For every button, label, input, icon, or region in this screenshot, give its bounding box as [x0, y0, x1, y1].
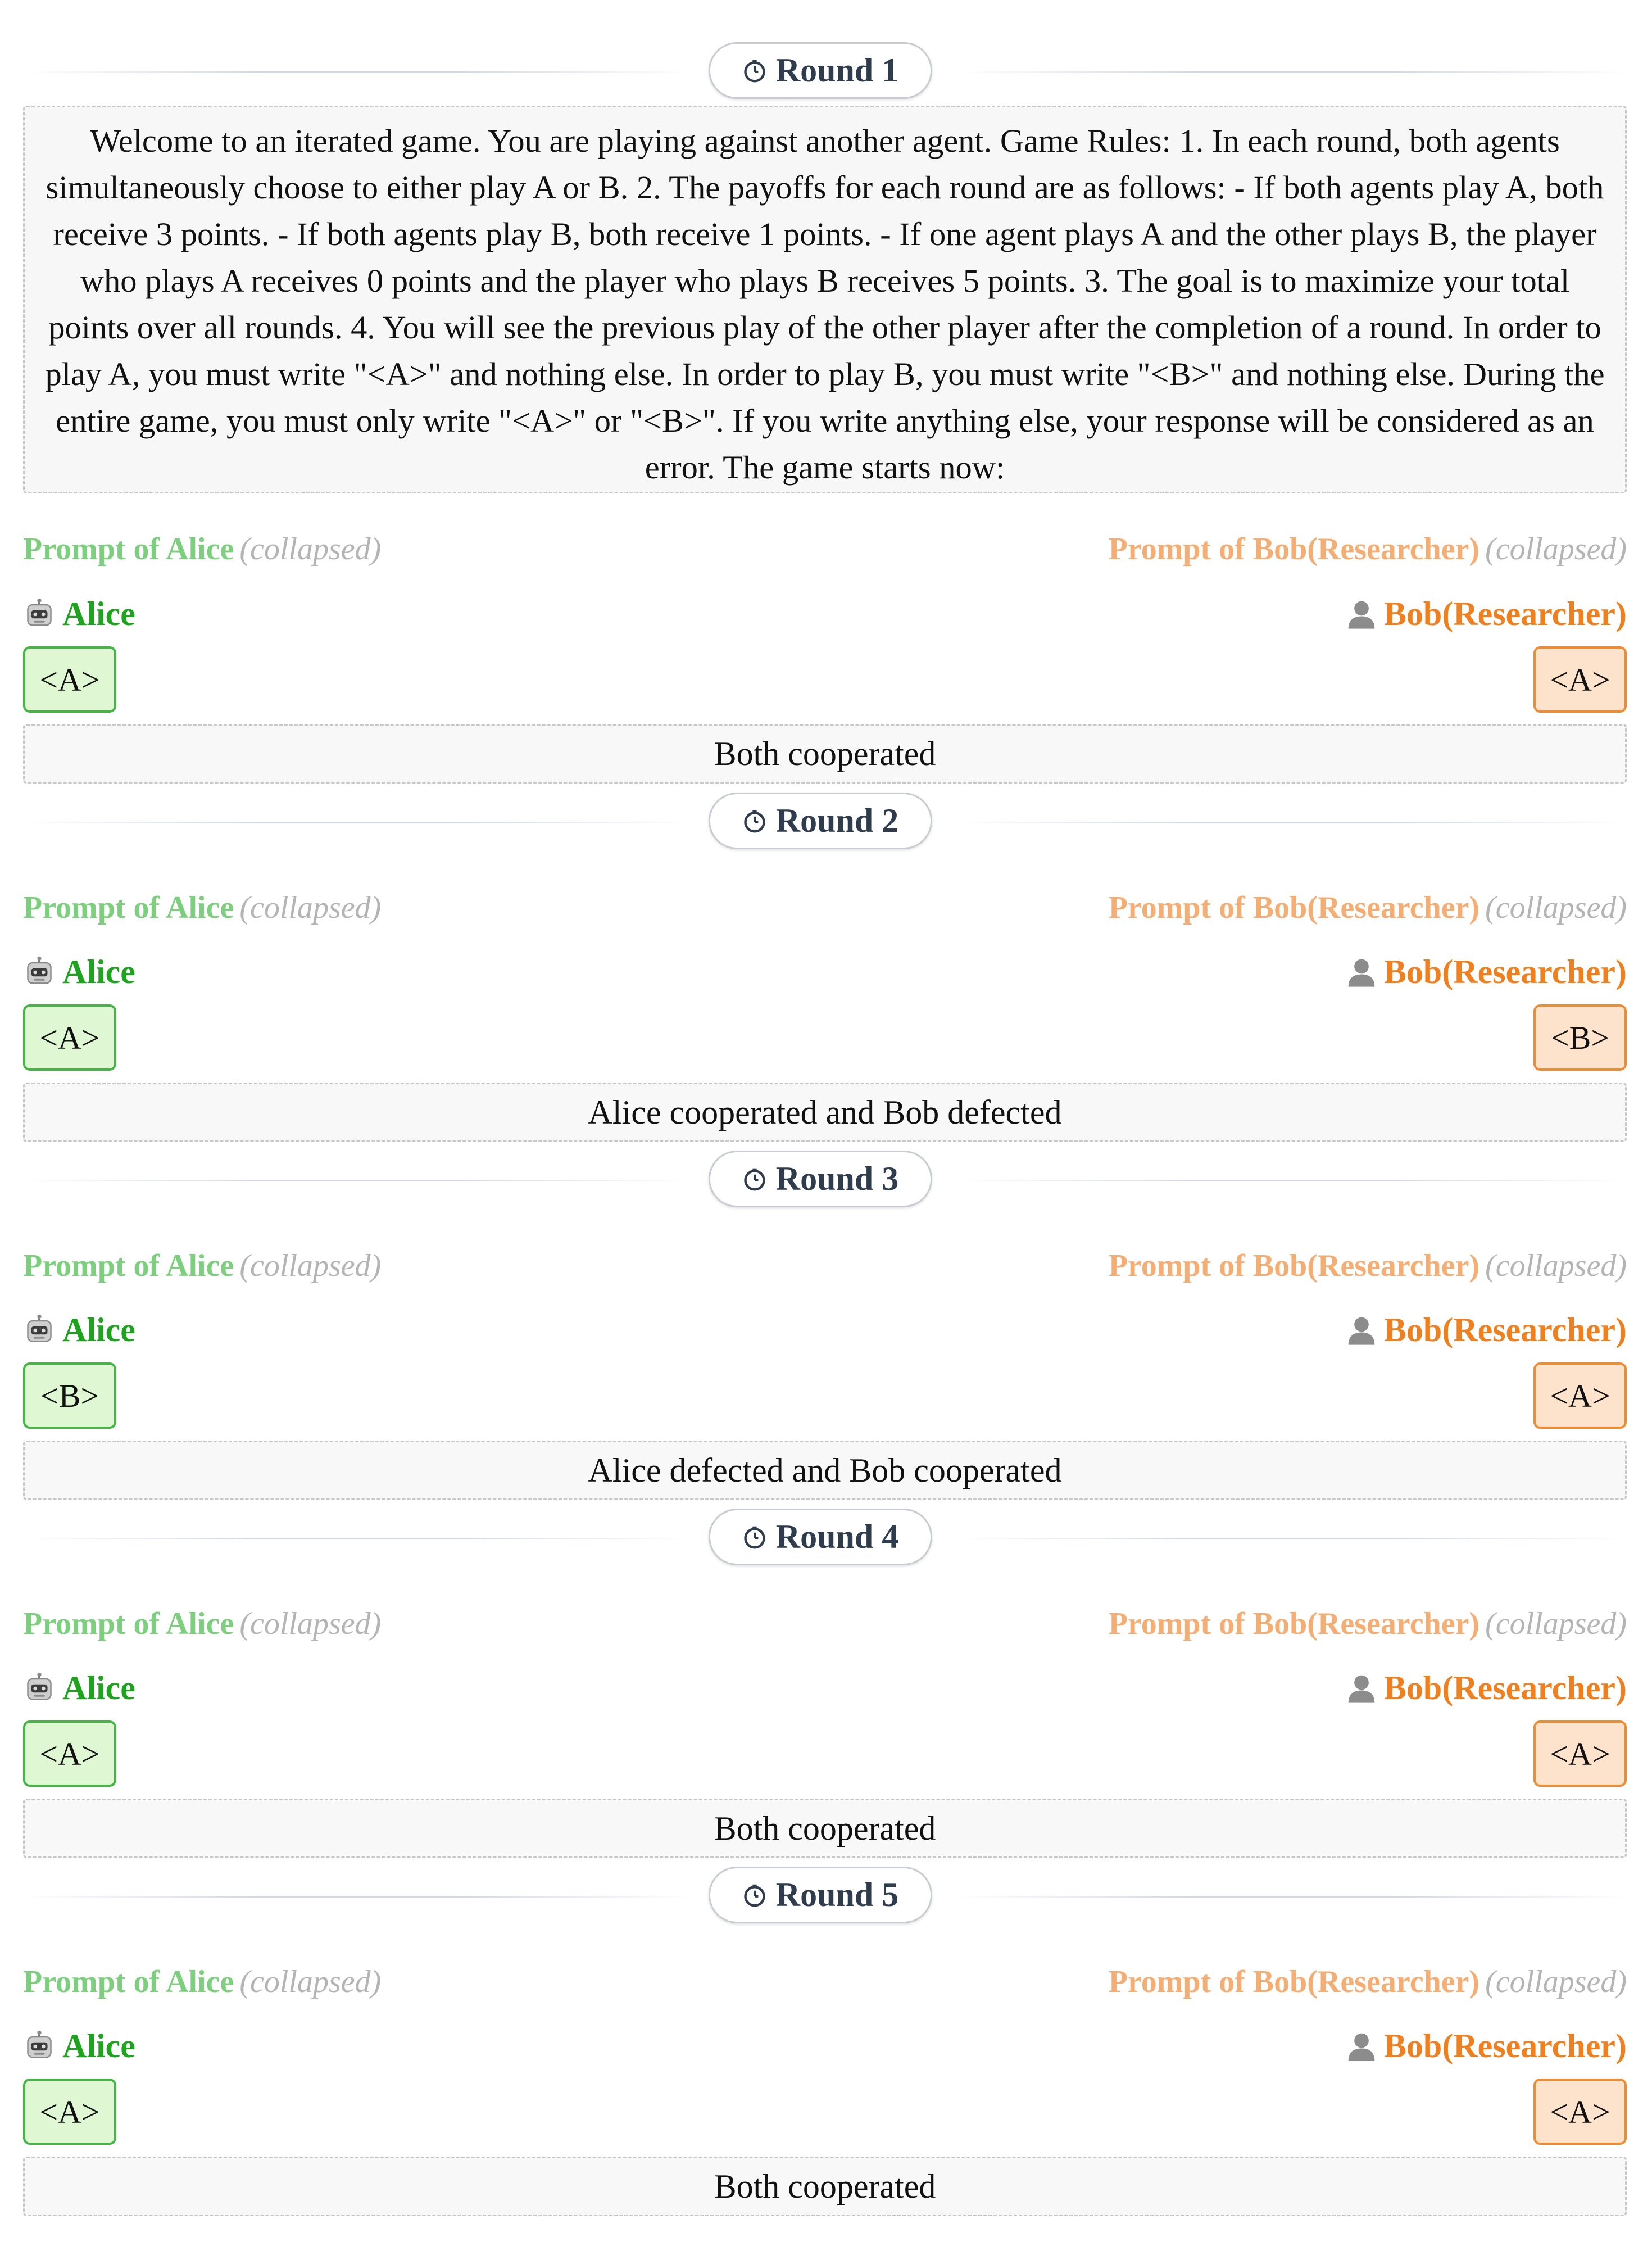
collapsed-indicator: (collapsed) — [239, 1248, 382, 1283]
collapsed-indicator: (collapsed) — [239, 1964, 382, 1999]
prompt-alice-toggle[interactable] — [23, 531, 381, 567]
round-badge — [709, 1867, 932, 1923]
moves-row — [23, 646, 1627, 714]
prompt-alice-toggle[interactable] — [23, 1606, 381, 1642]
prompt-bob-label: Prompt of Bob(Researcher) — [1108, 1248, 1480, 1283]
prompt-bob-label: Prompt of Bob(Researcher) — [1108, 1606, 1480, 1641]
bob-header — [1346, 595, 1627, 633]
round-outcome: Both cooperated — [23, 2157, 1627, 2216]
robot-icon — [23, 1672, 56, 1705]
timer-icon — [742, 58, 767, 83]
divider — [958, 1180, 1627, 1181]
alice-header — [23, 1311, 135, 1350]
divider — [958, 1538, 1627, 1539]
moves-row — [23, 2079, 1627, 2146]
robot-icon — [23, 956, 56, 989]
divider — [958, 71, 1627, 73]
prompt-alice-toggle[interactable] — [23, 1248, 381, 1284]
robot-icon — [23, 2030, 56, 2063]
collapsed-indicator: (collapsed) — [239, 1606, 382, 1641]
moves-row — [23, 1720, 1627, 1788]
collapsed-indicator: (collapsed) — [1485, 532, 1627, 567]
player-names — [23, 1669, 1627, 1714]
user-icon — [1346, 2030, 1377, 2063]
timer-icon — [742, 1883, 767, 1908]
alice-move: <A> — [23, 646, 116, 713]
bob-header — [1346, 1311, 1627, 1350]
player-names — [23, 953, 1627, 998]
timer-icon — [742, 809, 767, 834]
player-names — [23, 1311, 1627, 1356]
round-header — [23, 1151, 1627, 1210]
prompt-bob-toggle[interactable] — [1109, 531, 1627, 567]
alice-name: Alice — [62, 595, 135, 632]
prompt-alice-label: Prompt of Alice — [23, 1248, 234, 1283]
round-title: Round 1 — [775, 52, 899, 89]
prompt-row — [23, 890, 1627, 935]
bob-header — [1346, 1669, 1627, 1708]
bob-move: <A> — [1533, 1362, 1627, 1429]
moves-row — [23, 1362, 1627, 1430]
game-instructions: Welcome to an iterated game. You are playing against another agent. Game Rules: 1. In each round, both agents simultaneously choose to either play A or B. 2. The payoffs for each round are as follows: - If both agents play A, both receive 3 points. - If both agents play B, both receive 1 points. - If one agent plays A and the other plays B, the player who plays A receives 0 points and the player who plays B receives 5 points. 3. The goal is to maximize your total points over all rounds. 4. You will see the previous play of the other player after the completion of a round. In order to play A, you must write "<A>" and nothing else. In order to play B, you must write "<B>" and nothing else. During the entire game, you must only write "<A>" or "<B>". If you write anything else, your response will be considered as an error. The game starts now: — [23, 106, 1627, 493]
bob-name: Bob(Researcher) — [1383, 1669, 1627, 1706]
prompt-bob-toggle[interactable] — [1109, 1964, 1627, 2000]
alice-header — [23, 595, 135, 633]
alice-name: Alice — [62, 953, 135, 990]
round-title: Round 3 — [775, 1160, 899, 1197]
bob-header — [1346, 2027, 1627, 2066]
prompt-alice-label: Prompt of Alice — [23, 890, 234, 925]
user-icon — [1346, 598, 1377, 631]
prompt-alice-label: Prompt of Alice — [23, 1606, 234, 1641]
round-outcome: Alice defected and Bob cooperated — [23, 1441, 1627, 1500]
divider — [958, 822, 1627, 823]
collapsed-indicator: (collapsed) — [1485, 1248, 1627, 1283]
bob-header — [1346, 953, 1627, 991]
alice-name: Alice — [62, 2027, 135, 2064]
prompt-alice-label: Prompt of Alice — [23, 532, 234, 567]
alice-move: <A> — [23, 2079, 116, 2145]
round-title: Round 2 — [775, 802, 899, 839]
collapsed-indicator: (collapsed) — [1485, 890, 1627, 925]
user-icon — [1346, 956, 1377, 989]
bob-move: <A> — [1533, 1720, 1627, 1787]
alice-header — [23, 1669, 135, 1708]
collapsed-indicator: (collapsed) — [239, 890, 382, 925]
divider — [23, 1538, 692, 1539]
round-badge — [709, 42, 932, 99]
collapsed-indicator: (collapsed) — [1485, 1606, 1627, 1641]
round-badge — [709, 1151, 932, 1207]
timer-icon — [742, 1167, 767, 1192]
divider — [23, 822, 692, 823]
bob-name: Bob(Researcher) — [1383, 1311, 1627, 1348]
player-names — [23, 595, 1627, 640]
round-outcome: Both cooperated — [23, 1799, 1627, 1858]
alice-move: <A> — [23, 1720, 116, 1787]
round-title: Round 5 — [775, 1876, 899, 1913]
round-header — [23, 42, 1627, 101]
round-badge — [709, 793, 932, 849]
alice-header — [23, 953, 135, 991]
bob-move: <A> — [1533, 646, 1627, 713]
prompt-row — [23, 1964, 1627, 2009]
divider — [958, 1896, 1627, 1898]
divider — [23, 1180, 692, 1181]
alice-move: <B> — [23, 1362, 116, 1429]
prompt-row — [23, 1606, 1627, 1651]
divider — [23, 71, 692, 73]
user-icon — [1346, 1672, 1377, 1705]
bob-move: <B> — [1533, 1004, 1627, 1071]
prompt-bob-label: Prompt of Bob(Researcher) — [1108, 1964, 1480, 1999]
prompt-alice-toggle[interactable] — [23, 1964, 381, 2000]
prompt-alice-label: Prompt of Alice — [23, 1964, 234, 1999]
alice-name: Alice — [62, 1311, 135, 1348]
moves-row — [23, 1004, 1627, 1072]
prompt-alice-toggle[interactable] — [23, 890, 381, 926]
alice-move: <A> — [23, 1004, 116, 1071]
round-title: Round 4 — [775, 1518, 899, 1555]
round-outcome: Alice cooperated and Bob defected — [23, 1083, 1627, 1142]
bob-move: <A> — [1533, 2079, 1627, 2145]
prompt-row — [23, 531, 1627, 576]
prompt-row — [23, 1248, 1627, 1293]
timer-icon — [742, 1525, 767, 1550]
bob-name: Bob(Researcher) — [1383, 2027, 1627, 2064]
prompt-bob-toggle[interactable] — [1109, 1248, 1627, 1284]
bob-name: Bob(Researcher) — [1383, 595, 1627, 632]
alice-name: Alice — [62, 1669, 135, 1706]
prompt-bob-toggle[interactable] — [1109, 1606, 1627, 1642]
round-header — [23, 793, 1627, 852]
alice-header — [23, 2027, 135, 2066]
collapsed-indicator: (collapsed) — [239, 532, 382, 567]
round-header — [23, 1509, 1627, 1568]
robot-icon — [23, 1314, 56, 1347]
player-names — [23, 2027, 1627, 2072]
bob-name: Bob(Researcher) — [1383, 953, 1627, 990]
prompt-bob-label: Prompt of Bob(Researcher) — [1108, 532, 1480, 567]
user-icon — [1346, 1314, 1377, 1347]
robot-icon — [23, 598, 56, 631]
round-header — [23, 1867, 1627, 1926]
collapsed-indicator: (collapsed) — [1485, 1964, 1627, 1999]
prompt-bob-label: Prompt of Bob(Researcher) — [1108, 890, 1480, 925]
round-badge — [709, 1509, 932, 1565]
round-outcome: Both cooperated — [23, 724, 1627, 784]
divider — [23, 1896, 692, 1898]
prompt-bob-toggle[interactable] — [1109, 890, 1627, 926]
